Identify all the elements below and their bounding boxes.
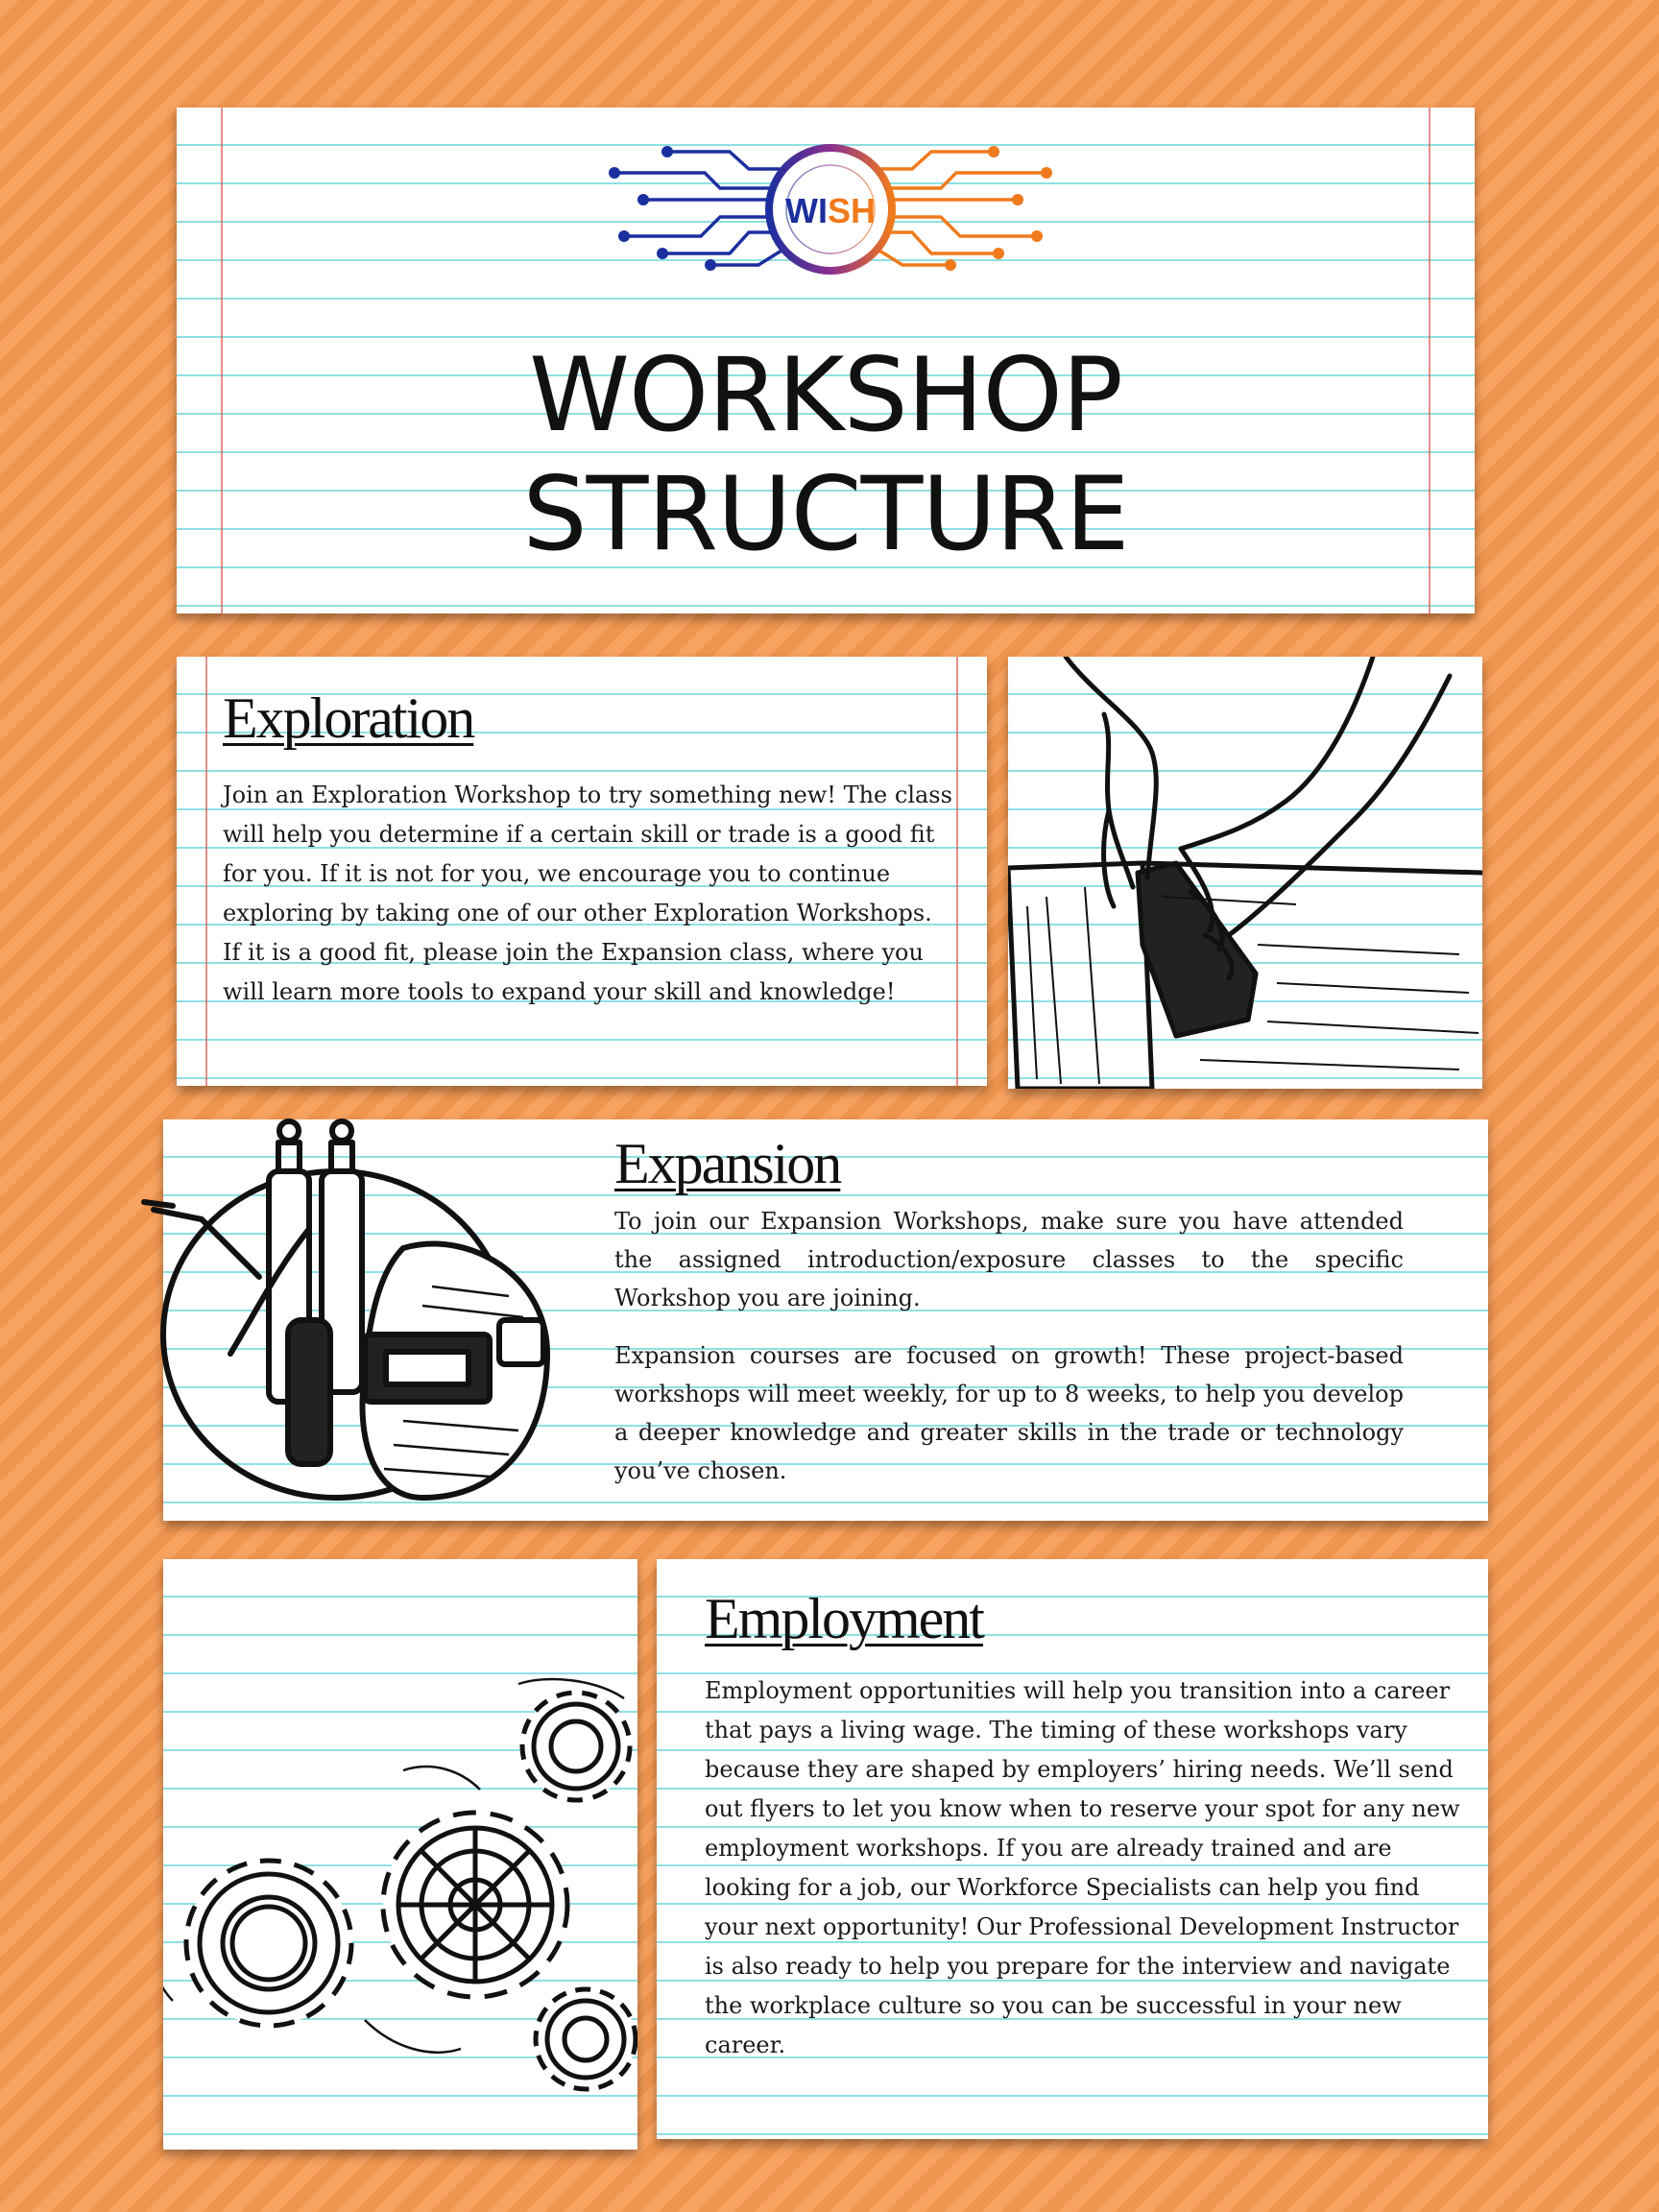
exploration-paragraph-2: If it is a good fit, please join the Expansion class, where you will learn more tools to expand your skill and knowledge! <box>223 939 924 1005</box>
title-line-2: STRUCTURE <box>522 455 1129 573</box>
svg-text:WISH: WISH <box>785 191 876 230</box>
expansion-paragraph-2: Expansion courses are focused on growth! These project-based workshops will meet weekly, for up to 8 weeks, to help you develop a deeper knowledge and greater skills in the trade or technology you’ve chosen. <box>614 1342 1404 1484</box>
employment-body: Employment opportunities will help you transition into a career that pays a living wage. The timing of these workshops vary because they are shaped by employers’ hiring needs. We’ll send out flyers to let you know when to reserve your spot for any new employment workshops. If you are already trained and are looking for a job, our Workforce Specialists can help you find your next opportunity! Our Professional Development Instructor is also ready to help you prepare for the interview and navigate the workplace culture so you can be successful in your new career. <box>705 1677 1460 2058</box>
expansion-title: Expansion <box>614 1132 841 1195</box>
left-margin-line <box>205 657 207 1086</box>
exploration-title: Exploration <box>223 686 474 750</box>
expansion-body <box>614 1202 1404 1490</box>
employment-card <box>657 1559 1488 2139</box>
gears-icon <box>163 1655 637 2116</box>
employment-title: Employment <box>705 1587 983 1650</box>
exploration-paragraph-1: Join an Exploration Workshop to try something new! The class will help you determine if a certain skill or trade is a good fit for you. If it is not for you, we encourage you to continue exploring by taking one of our other Exploration Workshops. <box>223 781 952 926</box>
sanding-illustration-card <box>1008 657 1482 1089</box>
welding-helmet-tanks-icon <box>144 1114 586 1517</box>
hands-sanding-wood-icon <box>1008 657 1482 1089</box>
exploration-card <box>177 657 987 1086</box>
exploration-body <box>223 776 954 1012</box>
page-title <box>177 336 1475 574</box>
right-margin-line <box>956 657 958 1086</box>
gears-illustration-card <box>163 1559 637 2150</box>
wish-logo-icon <box>605 140 1056 284</box>
expansion-paragraph-1: To join our Expansion Workshops, make sure you have attended the assigned introduction/exposure classes to the specific Workshop you are joining. <box>614 1208 1404 1311</box>
title-line-1: WORKSHOP <box>529 336 1122 454</box>
header-card <box>177 108 1475 613</box>
